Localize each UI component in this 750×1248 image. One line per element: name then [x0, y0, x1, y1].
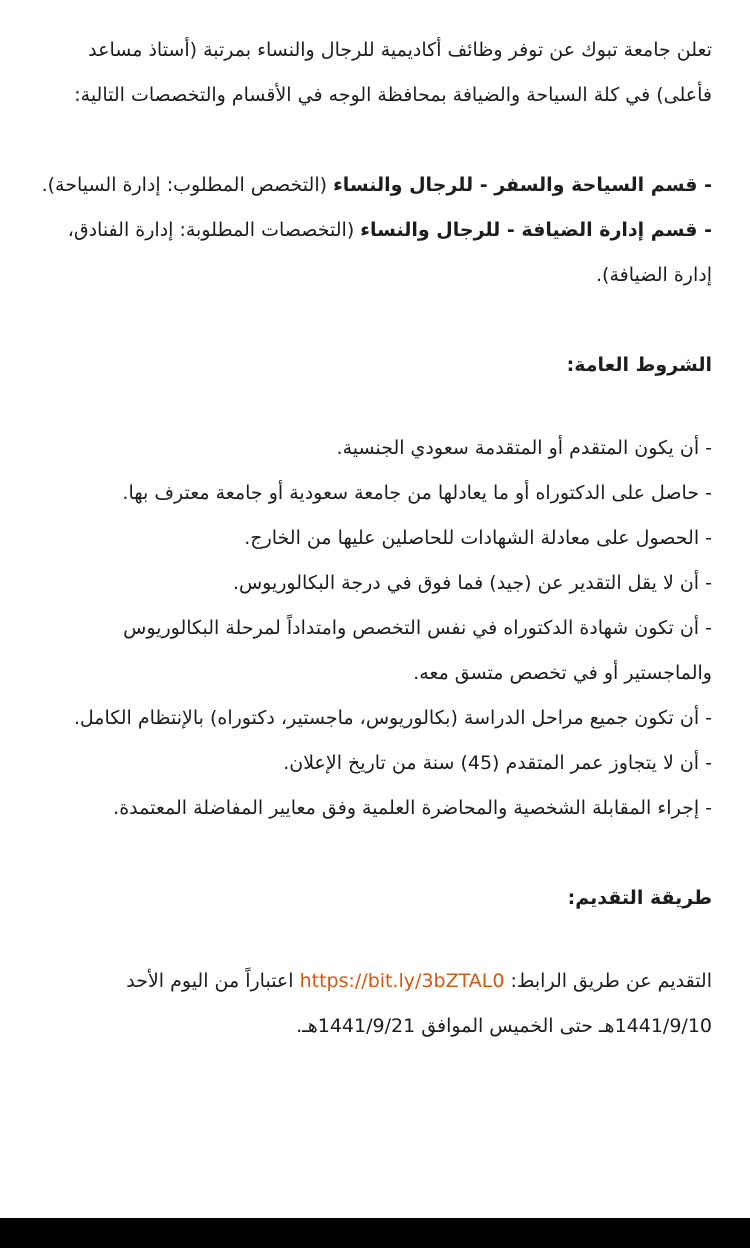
application-text-after: اعتباراً من اليوم الأحد 1441/9/10هـ حتى الخميس الموافق 1441/9/21هـ.	[126, 970, 712, 1037]
condition-item: - الحصول على معادلة الشهادات للحاصلين عليها من الخارج.	[244, 527, 712, 549]
conditions-list	[40, 426, 712, 831]
application-heading: طريقة التقديم:	[567, 887, 712, 909]
department-hospitality-name: - قسم إدارة الضيافة - للرجال والنساء	[360, 219, 712, 241]
condition-item: - إجراء المقابلة الشخصية والمحاضرة العلمية وفق معايير المفاضلة المعتمدة.	[113, 797, 712, 819]
department-tourism-detail: (التخصص المطلوب: إدارة السياحة).	[41, 174, 334, 196]
condition-item: - أن لا يتجاوز عمر المتقدم (45) سنة من تاريخ الإعلان.	[283, 752, 712, 774]
application-link[interactable]: https://bit.ly/3bZTAL0	[299, 970, 505, 992]
intro-paragraph: تعلن جامعة تبوك عن توفر وظائف أكاديمية للرجال والنساء بمرتبة (أستاذ مساعد فأعلى) في كلة السياحة والضيافة بمحافظة الوجه في الأقسام والتخصصات التالية:	[74, 39, 712, 106]
spacer	[40, 921, 712, 959]
announcement-content	[40, 28, 712, 1049]
condition-item: - أن تكون جميع مراحل الدراسة (بكالوريوس، ماجستير، دكتوراه) بالإنتظام الكامل.	[73, 707, 712, 729]
spacer	[40, 388, 712, 426]
spacer	[40, 831, 712, 876]
condition-item: - أن تكون شهادة الدكتوراه في نفس التخصص وامتداداً لمرحلة البكالوريوس والماجستير أو في تخصص متسق معه.	[123, 617, 712, 684]
spacer	[40, 118, 712, 163]
application-text-before: التقديم عن طريق الرابط:	[504, 970, 712, 992]
spacer	[40, 298, 712, 343]
application-paragraph	[40, 959, 712, 1049]
condition-item: - حاصل على الدكتوراه أو ما يعادلها من جامعة سعودية أو جامعة معترف بها.	[122, 482, 712, 504]
department-hospitality-detail: (التخصصات المطلوبة: إدارة الفنادق، إدارة الضيافة).	[67, 219, 712, 286]
condition-item: - أن لا يقل التقدير عن (جيد) فما فوق في درجة البكالوريوس.	[232, 572, 712, 594]
bottom-bar	[0, 1218, 750, 1248]
conditions-heading: الشروط العامة:	[566, 354, 712, 376]
department-hospitality	[40, 208, 712, 298]
department-tourism-name: - قسم السياحة والسفر - للرجال والنساء	[333, 174, 712, 196]
department-tourism	[40, 163, 712, 208]
condition-item: - أن يكون المتقدم أو المتقدمة سعودي الجنسية.	[336, 437, 712, 459]
